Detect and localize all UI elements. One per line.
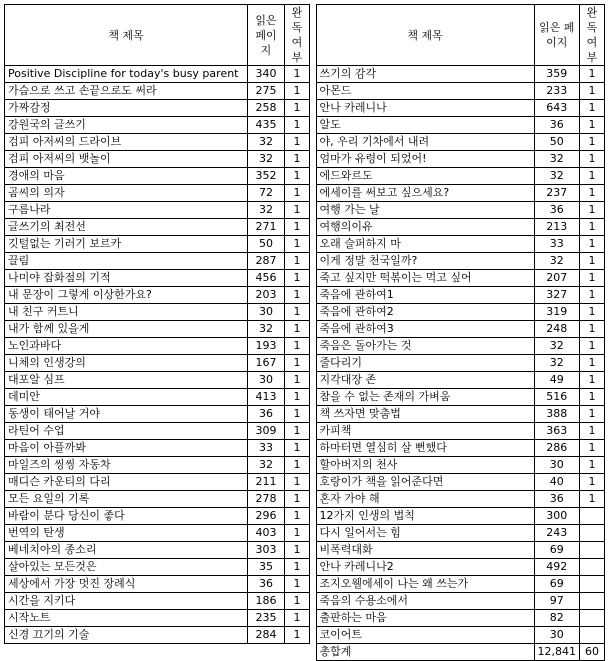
total-completed: 60 — [580, 644, 605, 661]
completed-cell: 1 — [285, 219, 310, 236]
book-title-cell: 신경 끄기의 기술 — [5, 627, 248, 644]
completed-cell: 1 — [285, 236, 310, 253]
pages-read-cell: 296 — [248, 508, 285, 525]
completed-cell: 1 — [580, 66, 605, 83]
table-row — [5, 474, 605, 491]
table-row — [5, 304, 605, 321]
completed-cell: 1 — [285, 576, 310, 593]
table-row — [5, 83, 605, 100]
pages-read-cell: 359 — [534, 66, 580, 83]
completed-cell: 1 — [285, 134, 310, 151]
completed-cell: 1 — [580, 474, 605, 491]
book-title-cell: 대포알 심프 — [5, 372, 248, 389]
book-title-cell: 나미야 잡화점의 기적 — [5, 270, 248, 287]
pages-read-cell: 403 — [248, 525, 285, 542]
book-title-cell: 12가지 인생의 법칙 — [316, 508, 534, 525]
table-row — [5, 508, 605, 525]
book-title-cell: 조지오웰에세이 나는 왜 쓰는가 — [316, 576, 534, 593]
pages-read-cell: 32 — [534, 151, 580, 168]
completed-cell: 1 — [580, 372, 605, 389]
completed-cell: 1 — [285, 627, 310, 644]
pages-read-cell: 36 — [534, 491, 580, 508]
completed-cell: 1 — [580, 100, 605, 117]
completed-cell: 1 — [580, 219, 605, 236]
table-row — [5, 576, 605, 593]
pages-read-cell: 30 — [534, 457, 580, 474]
completed-cell: 1 — [580, 321, 605, 338]
book-title-cell: 마음이 아플까봐 — [5, 440, 248, 457]
pages-read-cell: 235 — [248, 610, 285, 627]
reading-log-sheet — [4, 4, 605, 661]
book-title-cell: 책 쓰자면 맞춤법 — [316, 406, 534, 423]
book-title-cell: 강원국의 글쓰기 — [5, 117, 248, 134]
book-title-cell: 하마터면 열심히 살 뻔했다 — [316, 440, 534, 457]
book-title-cell: 혼자 가야 해 — [316, 491, 534, 508]
table-row — [5, 389, 605, 406]
pages-read-cell: 32 — [534, 338, 580, 355]
pages-read-cell: 33 — [248, 440, 285, 457]
table-row — [5, 372, 605, 389]
total-row — [5, 644, 605, 661]
table-row — [5, 185, 605, 202]
completed-cell: 1 — [285, 610, 310, 627]
pages-read-cell: 248 — [534, 321, 580, 338]
book-title-cell: 구름나라 — [5, 202, 248, 219]
completed-cell: 1 — [285, 270, 310, 287]
table-row — [5, 457, 605, 474]
book-title-cell: 베네치아의 종소리 — [5, 542, 248, 559]
book-title-cell: 줄다리기 — [316, 355, 534, 372]
book-title-cell: 안나 카레니나2 — [316, 559, 534, 576]
book-title-cell: 내가 함께 있을게 — [5, 321, 248, 338]
book-title-cell: 여행 가는 날 — [316, 202, 534, 219]
table-row — [5, 627, 605, 644]
completed-cell: 1 — [580, 389, 605, 406]
book-title-cell: 경애의 마음 — [5, 168, 248, 185]
pages-read-cell: 207 — [534, 270, 580, 287]
book-title-cell: 이게 정말 천국일까? — [316, 253, 534, 270]
book-title-cell: 지각대장 존 — [316, 372, 534, 389]
pages-read-cell: 30 — [248, 372, 285, 389]
completed-cell: 1 — [285, 117, 310, 134]
book-title-cell: 에드와르도 — [316, 168, 534, 185]
table-row — [5, 525, 605, 542]
pages-read-cell: 300 — [534, 508, 580, 525]
book-title-cell: 비폭력대화 — [316, 542, 534, 559]
book-title-cell: 번역의 탄생 — [5, 525, 248, 542]
book-title-cell: 여행의이유 — [316, 219, 534, 236]
table-row — [5, 100, 605, 117]
blank-cell — [5, 644, 310, 661]
pages-read-cell: 32 — [534, 168, 580, 185]
completed-cell: 1 — [580, 355, 605, 372]
pages-read-cell: 30 — [248, 304, 285, 321]
completed-cell: 1 — [285, 389, 310, 406]
completed-cell: 1 — [285, 168, 310, 185]
pages-read-cell: 363 — [534, 423, 580, 440]
book-title-cell: 데미안 — [5, 389, 248, 406]
book-title-cell: 호랑이가 책을 읽어준다면 — [316, 474, 534, 491]
book-title-cell: 죽고 싶지만 떡볶이는 먹고 싶어 — [316, 270, 534, 287]
pages-read-cell: 213 — [534, 219, 580, 236]
pages-read-cell: 72 — [248, 185, 285, 202]
book-title-cell: 내 문장이 그렇게 이상한가요? — [5, 287, 248, 304]
book-title-cell: 가짜감정 — [5, 100, 248, 117]
pages-read-cell: 36 — [534, 202, 580, 219]
pages-read-cell: 319 — [534, 304, 580, 321]
completed-cell: 1 — [285, 253, 310, 270]
completed-cell: 1 — [580, 236, 605, 253]
completed-cell — [580, 576, 605, 593]
book-title-cell: 다시 일어서는 힘 — [316, 525, 534, 542]
pages-read-cell: 435 — [248, 117, 285, 134]
book-title-cell: 글쓰기의 최전선 — [5, 219, 248, 236]
pages-read-cell: 388 — [534, 406, 580, 423]
pages-read-cell: 303 — [248, 542, 285, 559]
pages-read-cell: 32 — [534, 253, 580, 270]
book-title-cell: 카피책 — [316, 423, 534, 440]
header-title-left: 책 제목 — [5, 5, 248, 66]
pages-read-cell: 340 — [248, 66, 285, 83]
book-title-cell: 죽음에 관하여3 — [316, 321, 534, 338]
book-title-cell: 모든 요일의 기록 — [5, 491, 248, 508]
completed-cell: 1 — [580, 134, 605, 151]
pages-read-cell: 287 — [248, 253, 285, 270]
book-title-cell: 살아있는 모든것은 — [5, 559, 248, 576]
pages-read-cell: 32 — [534, 355, 580, 372]
completed-cell: 1 — [580, 117, 605, 134]
book-title-cell: 곰씨의 의자 — [5, 185, 248, 202]
table-row — [5, 168, 605, 185]
table-row — [5, 219, 605, 236]
book-title-cell: 오래 슬퍼하지 마 — [316, 236, 534, 253]
book-title-cell: 죽음에 관하여2 — [316, 304, 534, 321]
table-row — [5, 202, 605, 219]
table-row — [5, 253, 605, 270]
completed-cell: 1 — [580, 270, 605, 287]
completed-cell — [580, 627, 605, 644]
pages-read-cell: 36 — [248, 576, 285, 593]
pages-read-cell: 413 — [248, 389, 285, 406]
book-title-cell: 안나 카레니나 — [316, 100, 534, 117]
pages-read-cell: 32 — [248, 457, 285, 474]
pages-read-cell: 286 — [534, 440, 580, 457]
completed-cell: 1 — [580, 406, 605, 423]
completed-cell: 1 — [580, 287, 605, 304]
pages-read-cell: 36 — [248, 406, 285, 423]
completed-cell: 1 — [285, 491, 310, 508]
table-row — [5, 593, 605, 610]
pages-read-cell: 258 — [248, 100, 285, 117]
completed-cell: 1 — [285, 83, 310, 100]
pages-read-cell: 284 — [248, 627, 285, 644]
completed-cell: 1 — [285, 406, 310, 423]
book-title-cell: 죽음에 관하여1 — [316, 287, 534, 304]
completed-cell: 1 — [285, 559, 310, 576]
table-row — [5, 134, 605, 151]
table-row — [5, 559, 605, 576]
pages-read-cell: 97 — [534, 593, 580, 610]
table-row — [5, 117, 605, 134]
pages-read-cell: 69 — [534, 542, 580, 559]
pages-read-cell: 33 — [534, 236, 580, 253]
pages-read-cell: 271 — [248, 219, 285, 236]
pages-read-cell: 186 — [248, 593, 285, 610]
completed-cell: 1 — [285, 100, 310, 117]
completed-cell: 1 — [285, 372, 310, 389]
completed-cell: 1 — [285, 66, 310, 83]
completed-cell: 1 — [580, 440, 605, 457]
table-row — [5, 321, 605, 338]
total-label: 총합계 — [316, 644, 534, 661]
table-row — [5, 542, 605, 559]
pages-read-cell: 32 — [248, 134, 285, 151]
book-title-cell: 시작노트 — [5, 610, 248, 627]
book-title-cell: 죽음은 돌아가는 것 — [316, 338, 534, 355]
pages-read-cell: 50 — [248, 236, 285, 253]
pages-read-cell: 49 — [534, 372, 580, 389]
pages-read-cell: 30 — [534, 627, 580, 644]
book-title-cell: 니체의 인생강의 — [5, 355, 248, 372]
completed-cell: 1 — [285, 338, 310, 355]
pages-read-cell: 237 — [534, 185, 580, 202]
header-done-right: 완독 여부 — [580, 5, 605, 66]
table-row — [5, 491, 605, 508]
book-title-cell: Positive Discipline for today's busy parent — [5, 66, 248, 83]
pages-read-cell: 275 — [248, 83, 285, 100]
pages-read-cell: 352 — [248, 168, 285, 185]
book-title-cell: 아몬드 — [316, 83, 534, 100]
completed-cell: 1 — [580, 338, 605, 355]
table-row — [5, 338, 605, 355]
pages-read-cell: 36 — [534, 117, 580, 134]
book-title-cell: 알도 — [316, 117, 534, 134]
pages-read-cell: 40 — [534, 474, 580, 491]
completed-cell: 1 — [285, 304, 310, 321]
pages-read-cell: 203 — [248, 287, 285, 304]
table-row — [5, 610, 605, 627]
pages-read-cell: 327 — [534, 287, 580, 304]
table-row — [5, 287, 605, 304]
completed-cell: 1 — [580, 83, 605, 100]
pages-read-cell: 456 — [248, 270, 285, 287]
header-row — [5, 5, 605, 66]
completed-cell — [580, 525, 605, 542]
pages-read-cell: 69 — [534, 576, 580, 593]
table-row — [5, 406, 605, 423]
header-done-left: 완독 여부 — [285, 5, 310, 66]
completed-cell: 1 — [580, 304, 605, 321]
book-title-cell: 매디슨 카운티의 다리 — [5, 474, 248, 491]
table-row — [5, 423, 605, 440]
pages-read-cell: 50 — [534, 134, 580, 151]
pages-read-cell: 32 — [248, 202, 285, 219]
header-pages-left: 읽은 페이지 — [248, 5, 285, 66]
book-title-cell: 노인과바다 — [5, 338, 248, 355]
completed-cell: 1 — [285, 457, 310, 474]
completed-cell: 1 — [285, 287, 310, 304]
completed-cell: 1 — [580, 202, 605, 219]
completed-cell: 1 — [285, 151, 310, 168]
book-title-cell: 쓰기의 감각 — [316, 66, 534, 83]
completed-cell — [580, 542, 605, 559]
table-row — [5, 355, 605, 372]
completed-cell — [580, 610, 605, 627]
book-title-cell: 세상에서 가장 멋진 장례식 — [5, 576, 248, 593]
pages-read-cell: 309 — [248, 423, 285, 440]
book-title-cell: 엄마가 유령이 되었어! — [316, 151, 534, 168]
book-title-cell: 검피 아저씨의 드라이브 — [5, 134, 248, 151]
table-row — [5, 236, 605, 253]
completed-cell: 1 — [580, 253, 605, 270]
table-row — [5, 66, 605, 83]
book-title-cell: 야, 우리 기차에서 내려 — [316, 134, 534, 151]
completed-cell: 1 — [285, 508, 310, 525]
completed-cell — [580, 508, 605, 525]
book-title-cell: 마일즈의 씽씽 자동차 — [5, 457, 248, 474]
book-title-cell: 시간을 지키다 — [5, 593, 248, 610]
completed-cell: 1 — [285, 423, 310, 440]
completed-cell: 1 — [580, 168, 605, 185]
book-title-cell: 내 친구 커트니 — [5, 304, 248, 321]
completed-cell: 1 — [580, 151, 605, 168]
completed-cell — [580, 559, 605, 576]
book-title-cell: 라틴어 수업 — [5, 423, 248, 440]
completed-cell: 1 — [580, 491, 605, 508]
pages-read-cell: 278 — [248, 491, 285, 508]
book-title-cell: 에세이를 써보고 싶으세요? — [316, 185, 534, 202]
table-row — [5, 151, 605, 168]
completed-cell: 1 — [285, 440, 310, 457]
completed-cell: 1 — [285, 474, 310, 491]
pages-read-cell: 243 — [534, 525, 580, 542]
pages-read-cell: 643 — [534, 100, 580, 117]
book-title-cell: 출판하는 마음 — [316, 610, 534, 627]
completed-cell: 1 — [580, 457, 605, 474]
pages-read-cell: 211 — [248, 474, 285, 491]
completed-cell — [580, 593, 605, 610]
pages-read-cell: 516 — [534, 389, 580, 406]
book-title-cell: 참을 수 없는 존재의 가벼움 — [316, 389, 534, 406]
pages-read-cell: 32 — [248, 321, 285, 338]
book-title-cell: 가슴으로 쓰고 손끝으로도 써라 — [5, 83, 248, 100]
pages-read-cell: 82 — [534, 610, 580, 627]
reading-log-table — [4, 4, 605, 661]
book-title-cell: 검피 아저씨의 뱃놀이 — [5, 151, 248, 168]
table-row — [5, 270, 605, 287]
pages-read-cell: 193 — [248, 338, 285, 355]
book-title-cell: 동생이 태어날 거야 — [5, 406, 248, 423]
pages-read-cell: 233 — [534, 83, 580, 100]
header-title-right: 책 제목 — [316, 5, 534, 66]
completed-cell: 1 — [285, 202, 310, 219]
book-title-cell: 죽음의 수용소에서 — [316, 593, 534, 610]
pages-read-cell: 167 — [248, 355, 285, 372]
completed-cell: 1 — [285, 593, 310, 610]
completed-cell: 1 — [285, 542, 310, 559]
completed-cell: 1 — [580, 423, 605, 440]
book-title-cell: 코이어트 — [316, 627, 534, 644]
table-row — [5, 440, 605, 457]
book-title-cell: 바람이 분다 당신이 좋다 — [5, 508, 248, 525]
pages-read-cell: 35 — [248, 559, 285, 576]
completed-cell: 1 — [285, 525, 310, 542]
completed-cell: 1 — [285, 355, 310, 372]
completed-cell: 1 — [285, 321, 310, 338]
completed-cell: 1 — [580, 185, 605, 202]
book-title-cell: 깃털없는 기러기 보르카 — [5, 236, 248, 253]
pages-read-cell: 492 — [534, 559, 580, 576]
book-title-cell: 끌림 — [5, 253, 248, 270]
total-pages: 12,841 — [534, 644, 580, 661]
pages-read-cell: 32 — [248, 151, 285, 168]
header-pages-right: 읽은 페이지 — [534, 5, 580, 66]
completed-cell: 1 — [285, 185, 310, 202]
book-title-cell: 할아버지의 천사 — [316, 457, 534, 474]
